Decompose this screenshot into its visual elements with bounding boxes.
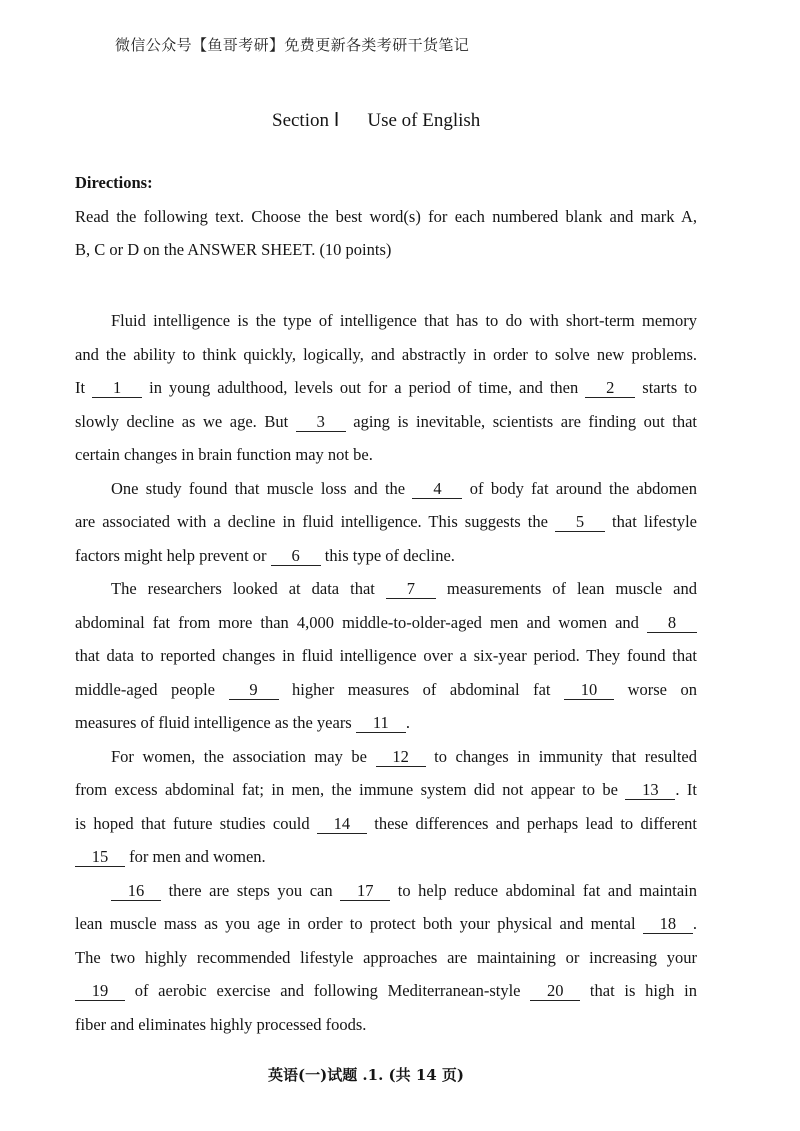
passage-line — [75, 840, 697, 874]
passage-text: of aerobic exercise and following Mediterranean-style — [125, 981, 531, 1000]
passage-line — [75, 974, 697, 1008]
passage-text: One study found that muscle loss and the — [111, 478, 413, 498]
cloze-blank: 3 — [296, 413, 346, 432]
passage-text: that is high in — [580, 981, 697, 1000]
passage-text: factors might help prevent or — [75, 545, 271, 565]
directions-line: Read the following text. Choose the best word(s) for each numbered blank and mark A, — [75, 206, 697, 226]
passage-text: that data to reported changes in fluid intelligence over a six-year period. They found that — [75, 646, 697, 665]
passage-line — [75, 773, 697, 807]
passage-text: in young adulthood, levels out for a period of time, and then — [142, 378, 586, 397]
passage-text: slowly decline as we age. But — [75, 411, 296, 431]
passage-text: starts to — [635, 378, 697, 397]
cloze-blank: 11 — [356, 714, 406, 733]
passage-text: abdominal fat from more than 4,000 middle-to-older-aged men and women and — [75, 612, 647, 632]
passage-line — [75, 338, 697, 372]
passage-line — [75, 673, 697, 707]
passage-paragraph — [75, 740, 697, 874]
passage-line — [75, 371, 697, 405]
page-footer: 英语(一)试题 .1. (共 14 页) — [268, 1066, 465, 1084]
passage-text: middle-aged people — [75, 679, 229, 699]
passage-line — [75, 539, 697, 573]
passage-text: It — [75, 378, 93, 397]
directions-line: B, C or D on the ANSWER SHEET. (10 points) — [75, 240, 392, 259]
passage-text: for men and women. — [125, 847, 266, 866]
passage-paragraph — [75, 874, 697, 1042]
cloze-blank: 13 — [625, 781, 675, 800]
passage-text: this type of decline. — [320, 545, 455, 565]
cloze-blank: 4 — [412, 480, 462, 499]
passage-text: of body fat around the abdomen — [462, 478, 697, 498]
cloze-blank: 6 — [271, 547, 321, 566]
passage-text: there are steps you can — [161, 880, 341, 900]
passage-line — [75, 1008, 697, 1042]
section-title — [272, 106, 480, 136]
cloze-blank: 18 — [643, 915, 693, 934]
cloze-blank: 15 — [75, 848, 125, 867]
passage-line — [75, 472, 697, 506]
header-note: 微信公众号【鱼哥考研】免费更新各类考研干货笔记 — [115, 36, 470, 54]
passage-line — [75, 606, 697, 640]
passage-text: worse on — [614, 679, 698, 699]
section-name: Use of English — [367, 110, 481, 131]
passage-text: measures of fluid intelligence as the years — [75, 713, 356, 732]
passage-text: these differences and perhaps lead to different — [366, 813, 698, 833]
cloze-blank: 12 — [376, 748, 426, 767]
passage-line — [75, 740, 697, 774]
passage-text: are associated with a decline in fluid intelligence. This suggests the — [75, 512, 555, 531]
passage-text: higher measures of abdominal fat — [278, 679, 565, 699]
cloze-blank: 16 — [111, 882, 161, 901]
cloze-blank: 5 — [555, 513, 605, 532]
passage-line — [75, 907, 697, 941]
passage-text: aging is inevitable, scientists are finding out that — [345, 411, 697, 431]
passage-text: lean muscle mass as you age in order to protect both your physical and mental — [75, 914, 643, 933]
passage-line — [75, 706, 697, 740]
cloze-blank: 10 — [564, 681, 614, 700]
passage-text: measurements of lean muscle and — [435, 579, 698, 598]
cloze-blank: 20 — [530, 982, 580, 1001]
cloze-blank: 8 — [647, 614, 697, 633]
passage-line — [75, 941, 697, 975]
passage-text: from excess abdominal fat; in men, the immune system did not appear to be — [75, 780, 626, 799]
passage-text: to help reduce abdominal fat and maintain — [390, 880, 697, 900]
section-number: Section Ⅰ — [272, 110, 340, 131]
passage-line — [75, 639, 697, 673]
cloze-blank: 17 — [340, 882, 390, 901]
cloze-passage — [75, 304, 697, 1041]
passage-text: The researchers looked at data that — [111, 579, 386, 598]
cloze-blank: 1 — [92, 379, 142, 398]
passage-text: fiber and eliminates highly processed foods. — [75, 1014, 367, 1034]
passage-text: Fluid intelligence is the type of intelligence that has to do with short-term memory — [111, 311, 697, 330]
cloze-blank: 9 — [229, 681, 279, 700]
passage-text: and the ability to think quickly, logically, and abstractly in order to solve new problems. — [75, 344, 697, 364]
passage-line — [75, 438, 697, 472]
passage-paragraph — [75, 572, 697, 740]
passage-text: The two highly recommended lifestyle approaches are maintaining or increasing your — [75, 947, 697, 967]
cloze-blank: 19 — [75, 982, 125, 1001]
passage-text: . — [692, 914, 697, 933]
cloze-blank: 7 — [386, 580, 436, 599]
passage-line — [75, 807, 697, 841]
passage-line — [75, 874, 697, 908]
passage-text: that lifestyle — [605, 512, 697, 531]
passage-paragraph — [75, 472, 697, 573]
passage-line — [75, 505, 697, 539]
cloze-blank: 2 — [585, 379, 635, 398]
passage-text: to changes in immunity that resulted — [425, 746, 697, 766]
directions-label: Directions: — [75, 173, 153, 192]
passage-text: . It — [675, 780, 697, 799]
passage-text: For women, the association may be — [111, 746, 376, 766]
passage-text: certain changes in brain function may not be. — [75, 445, 373, 464]
passage-text: is hoped that future studies could — [75, 813, 317, 833]
passage-line — [75, 572, 697, 606]
directions — [75, 166, 697, 267]
cloze-blank: 14 — [317, 815, 367, 834]
passage-line — [75, 304, 697, 338]
passage-text: . — [405, 713, 410, 732]
passage-paragraph — [75, 304, 697, 472]
passage-line — [75, 405, 697, 439]
